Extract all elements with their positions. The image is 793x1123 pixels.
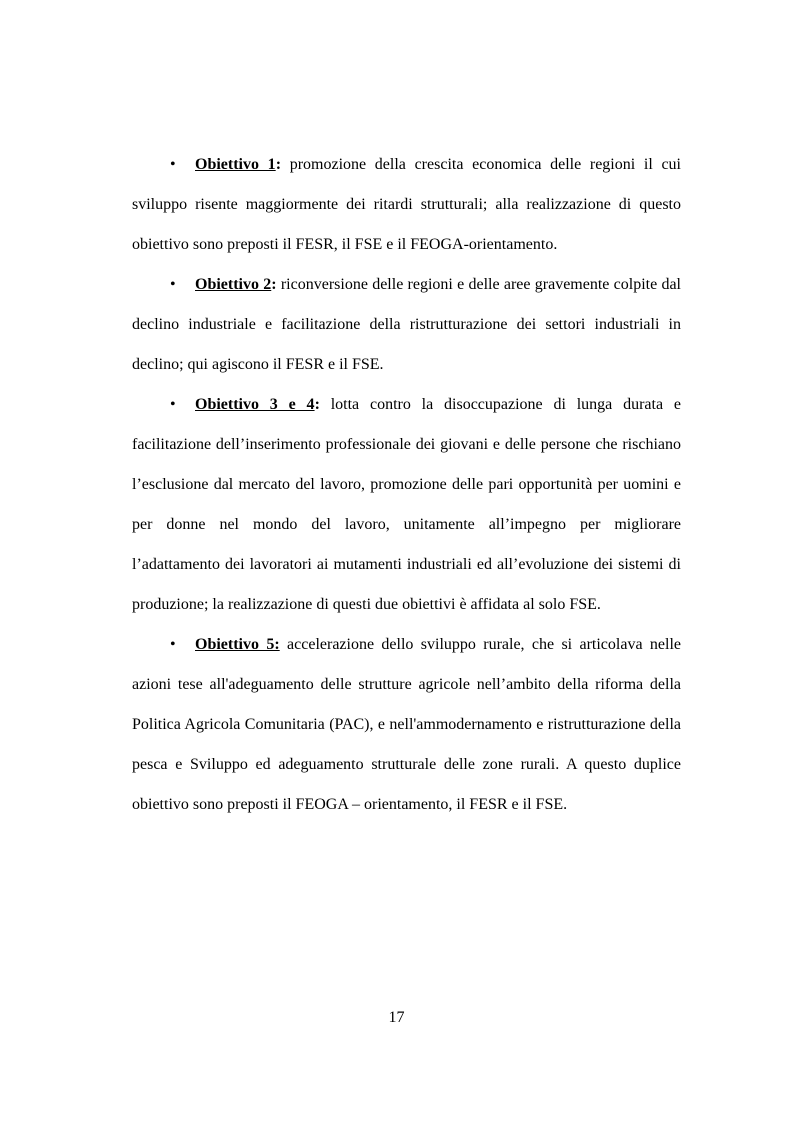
objective-5-text: accelerazione dello sviluppo rurale, che si articolava nelle azioni tese all'adeguamento delle strutture agricole nell’ambito della riforma della Politica Agricola Comunitaria (PAC), e nell'ammodernamento e ristrutturazione della pesca e Sviluppo ed adeguamento strutturale delle zone rurali. A questo duplice obiettivo sono preposti il FEOGA – orientamento, il FESR e il FSE. <box>132 636 682 813</box>
objective-3-4-paragraph <box>132 385 681 625</box>
objective-5-paragraph <box>132 625 681 825</box>
objective-1-text: promozione della crescita economica delle regioni il cui sviluppo risente maggiormente dei ritardi strutturali; alla realizzazione di questo obiettivo sono preposti il FESR, il FSE e il FEOGA-orientamento. <box>132 156 682 253</box>
objective-1-label: Obiettivo 1 <box>195 156 276 173</box>
objective-3-4-label: Obiettivo 3 e 4 <box>195 396 315 413</box>
objective-2-text: riconversione delle regioni e delle aree gravemente colpite dal declino industriale e facilitazione della ristrutturazione dei settori industriali in declino; qui agiscono il FESR e il FSE. <box>132 276 682 373</box>
objective-1-colon: : <box>275 156 282 173</box>
objective-1-paragraph <box>132 145 681 265</box>
bullet-icon: • <box>170 156 176 173</box>
bullet-icon: • <box>170 636 176 653</box>
objective-3-4-colon: : <box>314 396 320 413</box>
bullet-icon: • <box>170 276 176 293</box>
page-number: 17 <box>388 1009 405 1026</box>
bullet-icon: • <box>170 396 176 413</box>
objective-5-label: Obiettivo 5: <box>195 636 280 653</box>
objective-2-paragraph <box>132 265 681 385</box>
objective-2-colon: : <box>271 276 277 293</box>
objectives-list <box>132 145 681 825</box>
objective-2-label: Obiettivo 2 <box>195 276 272 293</box>
objective-3-4-text: lotta contro la disoccupazione di lunga durata e facilitazione dell’inserimento professionale dei giovani e delle persone che rischiano l’esclusione dal mercato del lavoro, promozione delle pari opportunità per uomini e per donne nel mondo del lavoro, unitamente all’impegno per migliorare l’adattamento dei lavoratori ai mutamenti industriali ed all’evoluzione dei sistemi di produzione; la realizzazione di questi due obiettivi è affidata al solo FSE. <box>132 396 682 613</box>
